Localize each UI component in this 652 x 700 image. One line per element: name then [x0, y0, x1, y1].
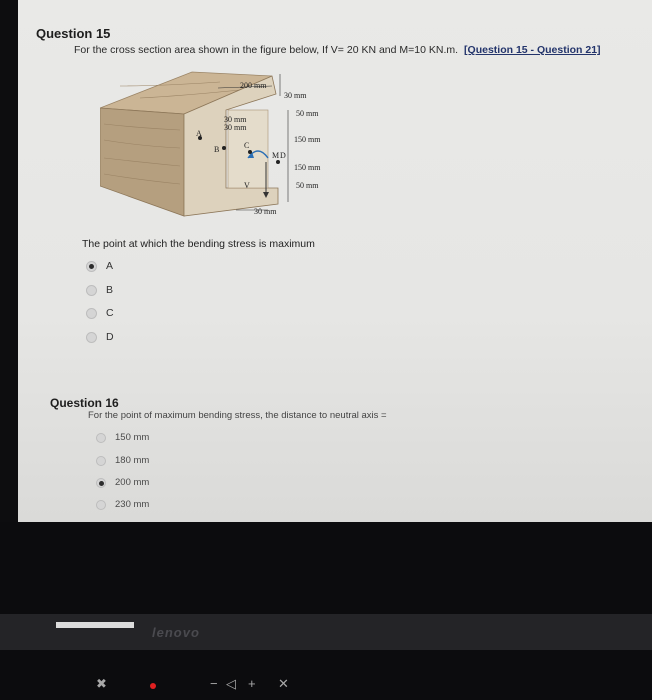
label-point-a: A	[196, 129, 202, 138]
label-150mm-a: 150 mm	[294, 135, 321, 144]
cross-section-figure	[100, 66, 340, 228]
q15-option-a[interactable]	[86, 260, 113, 272]
label-50mm-bot: 50 mm	[296, 181, 319, 190]
q16-option-1[interactable]	[96, 432, 149, 443]
label-point-b: B	[214, 145, 220, 154]
q15-radio-d[interactable]	[86, 332, 97, 343]
label-shear-v: V	[244, 181, 250, 190]
q16-option-4-label: 230 mm	[115, 499, 150, 510]
question-16-title: Question 16	[50, 396, 119, 410]
q15-radio-c[interactable]	[86, 308, 97, 319]
label-30mm-top: 30 mm	[284, 91, 307, 100]
q16-option-3[interactable]	[96, 477, 149, 488]
q16-radio-4[interactable]	[96, 500, 106, 510]
q16-option-4[interactable]	[96, 499, 149, 510]
label-30mm-a: 30 mm	[224, 115, 247, 124]
volume-down-icon[interactable]: −	[210, 676, 218, 691]
q15-option-c[interactable]	[86, 307, 114, 319]
light-reflection	[56, 622, 134, 628]
q16-radio-2[interactable]	[96, 456, 106, 466]
question-15-statement: For the cross section area shown in the figure below, If V= 20 KN and M=10 KN.m.	[74, 44, 459, 56]
q15-radio-a[interactable]	[86, 261, 97, 272]
q15-option-d[interactable]	[86, 331, 114, 343]
question-15-text	[74, 44, 601, 56]
lenovo-logo: lenovo	[152, 625, 200, 640]
laptop-bezel	[0, 522, 652, 700]
mute-icon[interactable]: ✖	[96, 676, 107, 691]
power-led-icon	[150, 683, 156, 689]
question-16-text: For the point of maximum bending stress, the distance to neutral axis =	[88, 410, 387, 421]
q15-option-b-label: B	[106, 284, 114, 296]
laptop-hinge-strip	[0, 614, 652, 650]
volume-up-icon[interactable]: +	[248, 676, 256, 691]
screen	[18, 0, 652, 522]
q15-radio-b[interactable]	[86, 285, 97, 296]
label-point-d: D	[280, 151, 286, 160]
q16-radio-1[interactable]	[96, 433, 106, 443]
q15-option-a-label: A	[106, 260, 114, 272]
label-point-c: C	[244, 141, 250, 150]
q16-option-1-label: 150 mm	[115, 432, 150, 443]
mic-mute-icon[interactable]: ✕	[278, 676, 289, 691]
q15-option-d-label: D	[106, 331, 114, 343]
speaker-icon[interactable]: ◁	[226, 676, 236, 691]
question-15-title: Question 15	[36, 26, 111, 41]
label-30mm-b: 30 mm	[224, 123, 247, 132]
question-15-prompt: The point at which the bending stress is maximum	[82, 238, 315, 250]
label-150mm-b: 150 mm	[294, 163, 321, 172]
q16-option-2-label: 180 mm	[115, 455, 150, 466]
label-moment-m: M	[272, 151, 280, 160]
label-50mm-top: 50 mm	[296, 109, 319, 118]
question-range-link[interactable]: [Question 15 - Question 21]	[464, 44, 601, 56]
q16-option-2[interactable]	[96, 455, 149, 466]
label-30mm-bottom: 30 mm	[254, 207, 277, 216]
q16-option-3-label: 200 mm	[115, 477, 150, 488]
q15-option-c-label: C	[106, 307, 114, 319]
label-200mm: 200 mm	[240, 81, 267, 90]
q16-radio-3[interactable]	[96, 478, 106, 488]
q15-option-b[interactable]	[86, 284, 113, 296]
